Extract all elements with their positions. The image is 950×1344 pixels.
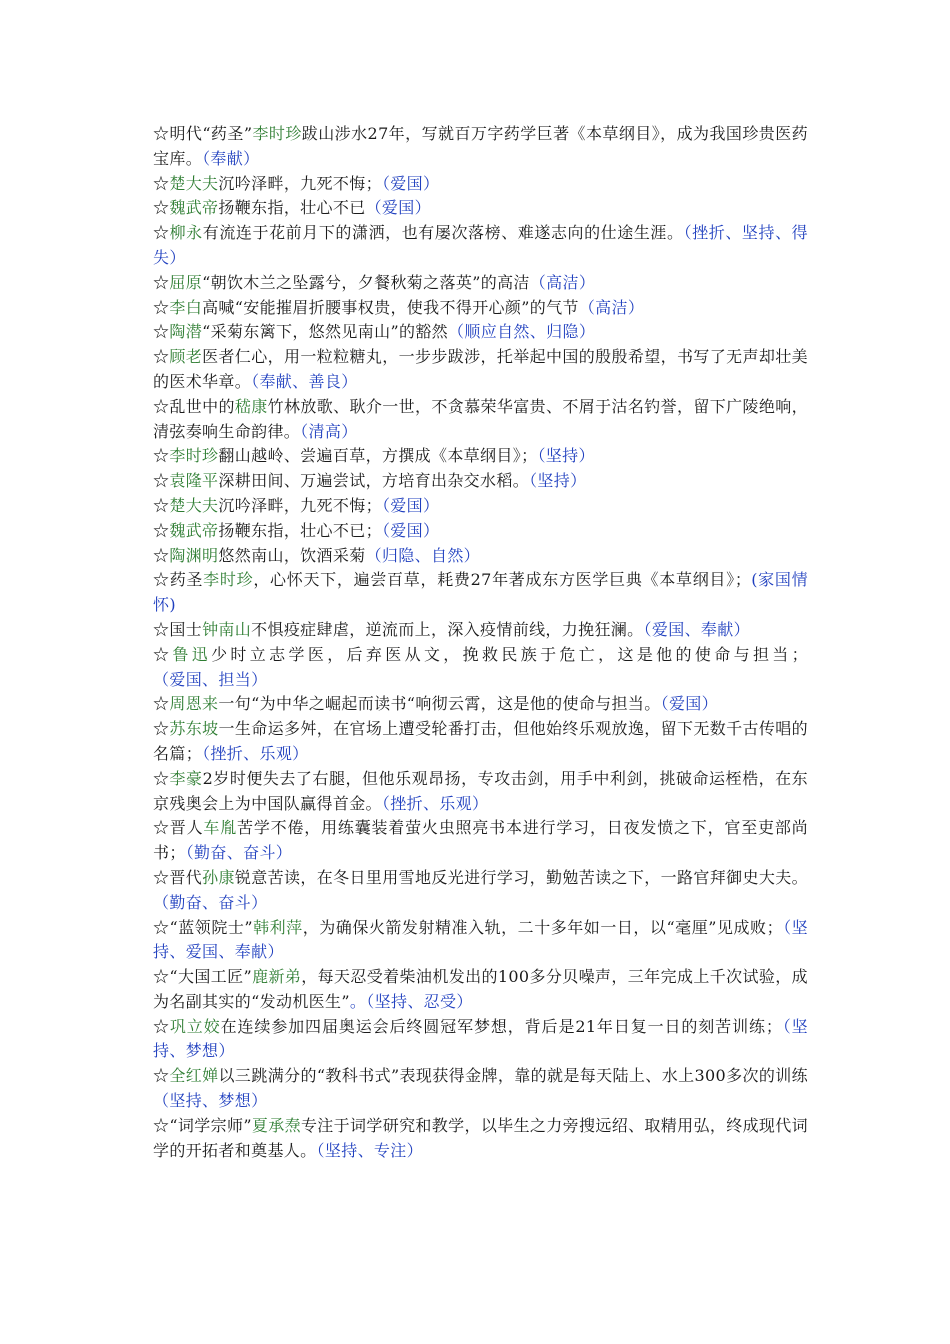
theme-tag: （坚持、爱国、奉献） (153, 917, 808, 962)
theme-tag: （高洁） (578, 297, 645, 317)
person-name: 嵇康 (234, 396, 268, 416)
person-name: 李时珍 (203, 570, 254, 590)
theme-tag: （爱国） (381, 520, 440, 540)
person-name: 钟南山 (202, 619, 252, 639)
list-item: ☆苏东坡一生命运多舛，在官场上遭受轮番打击，但他始终乐观放逸，留下无数千古传唱的名篇；（挫折、乐观） (153, 719, 808, 763)
theme-tag: （奉献、善良） (251, 371, 358, 391)
person-name: 魏武帝 (169, 198, 219, 218)
person-name: 楚大夫 (169, 173, 219, 193)
list-item: ☆顾老医者仁心，用一粒粒糖丸，一步步跋涉，托举起中国的殷殷希望，书写了无声却壮美的医术华章。（奉献、善良） (153, 347, 809, 391)
list-item: ☆楚大夫沉吟泽畔，九死不悔；（爱国） (153, 495, 440, 515)
theme-tag: （奉献） (202, 148, 260, 168)
person-name: 柳永 (169, 223, 203, 243)
person-name: 楚大夫 (169, 495, 219, 515)
theme-tag: （坚持、梦想） (153, 1091, 268, 1111)
theme-tag: （归隐、自然） (365, 545, 481, 565)
list-item: ☆楚大夫沉吟泽畔，九死不悔；（爱国） (153, 173, 440, 193)
person-name: 鲁迅 (172, 644, 212, 664)
theme-tag: （爱国） (381, 495, 440, 515)
person-name: 夏承焘 (251, 1115, 301, 1135)
person-name: 全红婵 (169, 1066, 219, 1086)
theme-tag: (家国情怀) (153, 570, 808, 615)
list-item: ☆袁隆平深耕田间、万遍尝试，方培育出杂交水稻。（坚持） (153, 471, 587, 491)
person-name: 魏武帝 (169, 520, 219, 540)
person-name: 巩立姣 (169, 1016, 221, 1036)
theme-tag: （挫折、乐观） (202, 743, 309, 763)
list-item: ☆陶渊明悠然南山，饮酒采菊（归隐、自然） (153, 545, 481, 565)
theme-tag: （爱国） (365, 198, 431, 218)
theme-tag: （坚持、专注） (316, 1140, 423, 1160)
person-name: 车胤 (203, 818, 238, 838)
list-item: ☆巩立姣在连续参加四届奥运会后终圆冠军梦想，背后是21年日复一日的刻苦训练；（坚持、梦想） (153, 1016, 809, 1061)
list-item: ☆乱世中的嵇康竹林放歌、耿介一世，不贪慕荣华富贵、不屑于沽名钓誉，留下广陵绝响，清弦奏响生命韵律。（清高） (153, 396, 808, 441)
person-name: 孙康 (202, 867, 235, 887)
theme-tag: （勤奋、奋斗） (185, 843, 293, 863)
person-name: 李白 (169, 297, 203, 317)
list-item: ☆晋人车胤苦学不倦，用练囊装着萤火虫照亮书本进行学习，日夜发愤之下，官至吏部尚书；（勤奋、奋斗） (153, 818, 808, 863)
theme-tag: （坚持） (537, 446, 595, 466)
person-name: 周恩来 (169, 694, 219, 714)
theme-tag: （坚持、梦想） (153, 1016, 809, 1061)
theme-tag: （清高） (300, 421, 358, 441)
list-item: ☆鲁迅少时立志学医，后弃医从文，挽救民族于危亡，这是他的使命与担当；（爱国、担当） (153, 644, 808, 689)
theme-tag: （爱国） (381, 173, 440, 193)
theme-tag: （坚持） (529, 471, 587, 491)
list-item: ☆陶潜“采菊东篱下，悠然见南山”的豁然（顺应自然、归隐） (153, 322, 596, 342)
theme-tag: （顺应自然、归隐） (448, 322, 596, 342)
theme-tag: （爱国、奉献） (643, 619, 750, 639)
theme-tag: （挫折、乐观） (381, 793, 489, 813)
list-item: ☆魏武帝扬鞭东指，壮心不已；（爱国） (153, 520, 440, 540)
theme-tag: 。（坚持、忍受） (349, 991, 473, 1011)
list-item: ☆李时珍翻山越岭、尝遍百草，方撰成《本草纲目》；（坚持） (153, 446, 595, 466)
list-item: ☆“词学宗师”夏承焘专注于词学研究和教学，以毕生之力旁搜远绍、取精用弘，终成现代词学的开拓者和奠基人。（坚持、专注） (153, 1115, 808, 1160)
person-name: 李豪 (169, 768, 203, 788)
list-item: ☆明代“药圣”李时珍跋山涉水27年，写就百万字药学巨著《本草纲目》，成为我国珍贵医药宝库。（奉献） (153, 124, 809, 168)
person-name: 李时珍 (252, 124, 302, 143)
document-body (153, 122, 808, 1163)
list-item: ☆“蓝领院士”韩利萍，为确保火箭发射精准入轨，二十多年如一日，以“毫厘”见成败；（坚持、爱国、奉献） (153, 917, 808, 962)
person-name: 陶渊明 (169, 545, 219, 565)
list-item: ☆魏武帝扬鞭东指，壮心不已（爱国） (153, 198, 431, 218)
theme-tag: （爱国、担当） (153, 669, 268, 689)
person-name: 袁隆平 (169, 471, 219, 491)
list-item: ☆国士钟南山不惧疫症肆虐，逆流而上，深入疫情前线，力挽狂澜。（爱国、奉献） (153, 619, 750, 639)
person-name: 苏东坡 (169, 719, 219, 739)
person-name: 鹿新弟 (252, 967, 302, 987)
person-name: 韩利萍 (252, 917, 303, 937)
list-item: ☆“大国工匠”鹿新弟，每天忍受着柴油机发出的100多分贝噪声，三年完成上千次试验，成为名副其实的“发动机医生”。（坚持、忍受） (153, 967, 808, 1011)
list-item: ☆屈原“朝饮木兰之坠露兮，夕餐秋菊之落英”的高洁（高洁） (153, 272, 596, 292)
theme-tag: （高洁） (529, 272, 596, 292)
list-item: ☆李豪2岁时便失去了右腿，但他乐观昂扬，专攻击剑，用手中利剑，挑破命运桎梏，在东京残奥会上为中国队赢得首金。（挫折、乐观） (153, 768, 808, 813)
list-item: ☆周恩来一句“为中华之崛起而读书“响彻云霄，这是他的使命与担当。（爱国） (153, 694, 718, 714)
list-item: ☆李白高喊“安能摧眉折腰事权贵，使我不得开心颜”的气节（高洁） (153, 297, 645, 317)
person-name: 屈原 (169, 272, 203, 292)
person-name: 陶潜 (169, 322, 203, 342)
theme-tag: （爱国） (660, 694, 718, 714)
list-item: ☆晋代孙康锐意苦读，在冬日里用雪地反光进行学习，勤勉苦读之下，一路官拜御史大夫。（勤奋、奋斗） (153, 867, 808, 912)
theme-tag: （挫折、坚持、得失） (153, 223, 809, 267)
person-name: 顾老 (169, 347, 203, 367)
list-item: ☆全红婵以三跳满分的“教科书式”表现获得金牌，靠的就是每天陆上、水上300多次的训练（坚持、梦想） (153, 1066, 808, 1111)
theme-tag: （勤奋、奋斗） (153, 892, 268, 912)
person-name: 李时珍 (169, 446, 219, 466)
list-item: ☆药圣李时珍，心怀天下，遍尝百草，耗费27年著成东方医学巨典《本草纲目》；(家国情怀) (153, 570, 808, 615)
list-item: ☆柳永有流连于花前月下的潇洒，也有屡次落榜、难遂志向的仕途生涯。（挫折、坚持、得失） (153, 223, 809, 267)
